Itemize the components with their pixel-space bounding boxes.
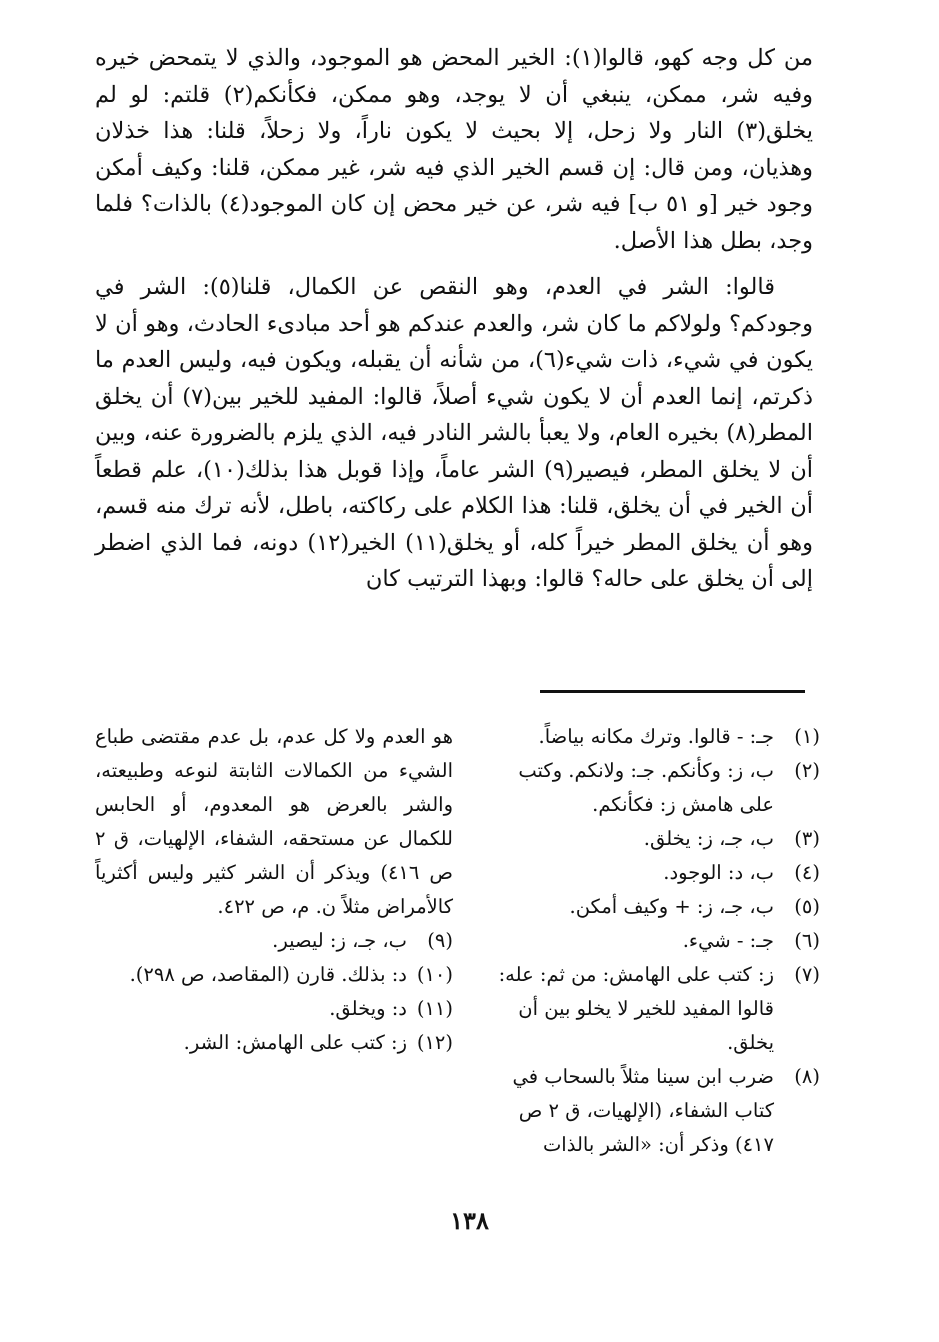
footnote-text: ب، جـ، ز: ليصير. [272,929,407,952]
footnote-item [480,754,820,822]
paragraph-1: من كل وجه كهو، قالوا(١): الخير المحض هو الموجود، والذي لا يتمحض خيره وفيه شر، ممكن، ينبغي أن لا يوجد، وهو ممكن، فكأنكم(٢) قلتم: لو لم يخلق(٣) النار ولا زحل، إلا بحيث لا يكون ناراً، ولا زحلاً، قلنا: هذا خذلان وهذيان، ومن قال: إن قسم الخير الذي فيه شر، غير ممكن، قلنا: وكيف أمكن وجود خير [و ٥١ ب] فيه شر، عن خير محض إن كان الموجود(٤) بالذات؟ فلما وجد، بطل هذا الأصل. [95,45,814,254]
footnote-number: (٧) [794,963,820,986]
footnote-item [480,1060,820,1162]
footnotes-right-column [480,720,820,1162]
footnote-number: (٥) [794,895,820,918]
footnote-number: (٢) [794,759,820,782]
footnote-number: (٩) [427,929,453,952]
footnote-number: (٣) [794,827,820,850]
footnote-item [480,924,820,958]
footnote-continuation: هو العدم ولا كل عدم، بل عدم مقتضى طباع الشيء من الكمالات الثابتة لنوعه وطبيعته، والشر بالعرض هو المعدوم، أو الحابس للكمال عن مستحقه، الشفاء، الإلهيات، ق ٢ ص ٤١٦) ويذكر أن الشر كثير وليس أكثرياً كالأمراض مثلاً ن. م، ص ٤٢٢. [95,725,453,918]
footnote-text: ضرب ابن سينا مثلاً بالسحاب في كتاب الشفاء، (الإلهيات، ق ٢ ص ٤١٧) وذكر أن: «الشر بالذات [512,1065,774,1156]
footnote-text: ب، د: الوجود. [663,861,774,884]
footnote-item [480,890,820,924]
footnote-text: ب، جـ، ز: يخلق. [643,827,774,850]
footnote-text: ب، ز: وكأنكم. جـ: ولانكم. وكتب على هامش ز: فكأنكم. [518,759,774,816]
footnote-item [480,856,820,890]
footnote-separator-rule [540,690,805,693]
footnote-item [95,992,453,1026]
footnote-item [95,958,453,992]
footnote-item [95,1026,453,1060]
footnote-number: (٤) [794,861,820,884]
footnote-item [480,720,820,754]
footnote-text: ز: كتب على الهامش: من ثم: عله: قالوا المفيد للخير لا يخلو بين أن يخلق. [498,963,774,1054]
footnotes-left-column [95,720,453,1060]
footnote-number: (٨) [794,1065,820,1088]
footnote-text: جـ: - قالوا. وترك مكانه بياضاً. [538,725,774,748]
footnote-text: ز: كتب على الهامش: الشر. [183,1031,407,1054]
footnote-number: (٦) [794,929,820,952]
footnote-item [480,822,820,856]
page-number: ١٣٨ [450,1206,489,1235]
footnote-text: د: ويخلق. [329,997,407,1020]
footnote-number: (١٢) [416,1031,453,1054]
footnote-text: ب، جـ، ز: + وكيف أمكن. [569,895,774,918]
footnote-number: (١١) [416,997,453,1020]
footnote-number: (١٠) [416,963,453,986]
paragraph-2: قالوا: الشر في العدم، وهو النقص عن الكمال، قلنا(٥): الشر في وجودكم؟ ولولاكم ما كان شر، والعدم عندكم هو أحد مبادىء الحادث، وهو أن لا يكون في شيء، ذات شيء(٦)، من شأنه أن يقبله، ويكون فيه، وليس العدم ما ذكرتم، إنما العدم أن لا يكون شيء أصلاً، قالوا: المفيد للخير بين(٧) أن يخلق المطر(٨) بخيره العام، ولا يعبأ بالشر النادر فيه، الذي يلزم بالضرورة عنه، وبين أن لا يخلق المطر، فيصير(٩) الشر عاماً، وإذا قوبل هذا بذلك(١٠)، علم قطعاً أن الخير في أن يخلق، قلنا: هذا الكلام على ركاكته، باطل، لأنه ترك منه قسم، وهو أن يخلق المطر خيراً كله، أو يخلق(١١) الخير(١٢) دونه، فما الذي اضطر إلى أن يخلق على حاله؟ قالوا: وبهذا الترتيب كان [95,274,814,592]
footnote-item [480,958,820,1060]
footnote-number: (١) [794,725,820,748]
footnote-text: جـ: - شيء. [682,929,774,952]
footnote-item [95,924,453,958]
footnote-text: د: بذلك. قارن (المقاصد، ص ٢٩٨). [129,963,407,986]
main-text-body [95,40,813,598]
